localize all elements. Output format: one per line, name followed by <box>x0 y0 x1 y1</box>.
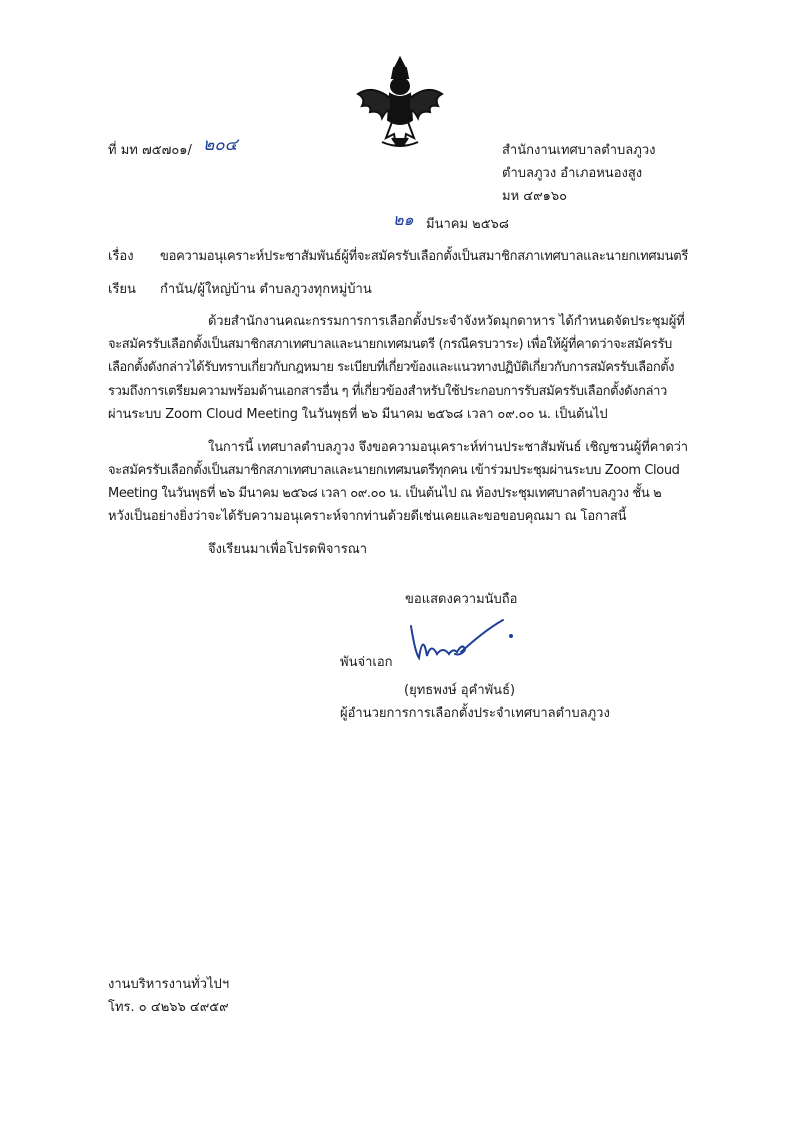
signer-rank: พันจ่าเอก <box>340 655 393 670</box>
footer-phone: โทร. ๐ ๔๒๖๖ ๔๙๕๙ <box>108 1000 229 1015</box>
paragraph-1-line: รวมถึงการเตรียมความพร้อมด้านเอกสารอื่น ๆ ที่เกี่ยวข้องสำหรับใช้ประกอบการรับสมัครรับเลือกตั้งดังกล่าว <box>108 384 667 399</box>
paragraph-1-line: ด้วยสำนักงานคณะกรรมการการเลือกตั้งประจำจังหวัดมุกดาหาร ได้กำหนดจัดประชุมผู้ที่ <box>208 314 685 329</box>
paragraph-2-line: หวังเป็นอย่างยิ่งว่าจะได้รับความอนุเคราะห์จากท่านด้วยดีเช่นเคยและขอขอบคุณมา ณ โอกาสนี้ <box>108 509 627 524</box>
reference-prefix: ที่ มท ๗๕๗๐๑/ <box>108 143 192 158</box>
paragraph-1-line: จะสมัครรับเลือกตั้งเป็นสมาชิกสภาเทศบาลและนายกเทศมนตรี (กรณีครบวาระ) เพื่อให้ผู้ที่คาดว่าจะสมัครรับ <box>108 337 672 352</box>
handwritten-signature <box>405 612 525 672</box>
signer-title: ผู้อำนวยการการเลือกตั้งประจำเทศบาลตำบลภูวง <box>340 706 610 721</box>
recipient-label: เรียน <box>108 282 136 297</box>
paragraph-2-line: Meeting ในวันพุธที่ ๒๖ มีนาคม ๒๕๖๘ เวลา ๐๙.๐๐ น. เป็นต้นไป ณ ห้องประชุมเทศบาลตำบลภูวง ชั้น ๒ <box>108 486 662 501</box>
subject-label: เรื่อง <box>108 249 134 264</box>
signer-name: (ยุทธพงษ์ อุคำพันธ์) <box>404 683 516 698</box>
closing-request: จึงเรียนมาเพื่อโปรดพิจารณา <box>208 542 368 557</box>
garuda-emblem-icon <box>352 54 448 154</box>
recipient-text: กำนัน/ผู้ใหญ่บ้าน ตำบลภูวงทุกหมู่บ้าน <box>160 282 372 297</box>
sender-line-2: ตำบลภูวง อำเภอหนองสูง <box>502 166 643 181</box>
sender-line-3: มห ๔๙๑๖๐ <box>502 189 568 204</box>
paragraph-1-line: ผ่านระบบ Zoom Cloud Meeting ในวันพุธที่ ๒๖ มีนาคม ๒๕๖๘ เวลา ๐๙.๐๐ น. เป็นต้นไป <box>108 407 608 422</box>
paragraph-1-line: เลือกตั้งดังกล่าวได้รับทราบเกี่ยวกับกฎหมาย ระเบียบที่เกี่ยวข้องและแนวทางปฏิบัติเกี่ยวกับการสมัครรับเลือกตั้ง <box>108 360 675 375</box>
date-day-handwritten: ๒๑ <box>393 210 414 229</box>
subject-text: ขอความอนุเคราะห์ประชาสัมพันธ์ผู้ที่จะสมัครรับเลือกตั้งเป็นสมาชิกสภาเทศบาลและนายกเทศมนตรี <box>160 249 689 264</box>
footer-department: งานบริหารงานทั่วไปฯ <box>108 977 230 992</box>
sender-line-1: สำนักงานเทศบาลตำบลภูวง <box>502 143 656 158</box>
paragraph-2-line: จะสมัครรับเลือกตั้งเป็นสมาชิกสภาเทศบาลและนายกเทศมนตรีทุกคน เข้าร่วมประชุมผ่านระบบ Zoom Cloud <box>108 463 680 478</box>
closing-salutation: ขอแสดงความนับถือ <box>405 592 518 607</box>
date-month-year: มีนาคม ๒๕๖๘ <box>426 217 509 232</box>
paragraph-2-line: ในการนี้ เทศบาลตำบลภูวง จึงขอความอนุเคราะห์ท่านประชาสัมพันธ์ เชิญชวนผู้ที่คาดว่า <box>208 440 688 455</box>
reference-number-handwritten: ๒๐๔ <box>203 135 238 155</box>
